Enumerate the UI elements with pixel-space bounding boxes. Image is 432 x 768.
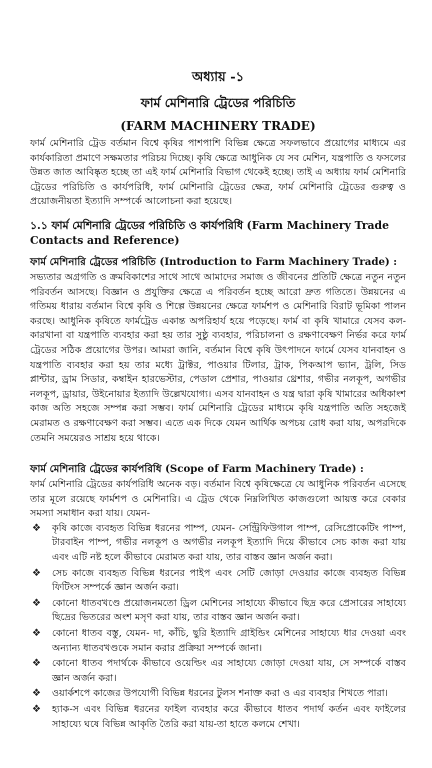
diamond-bullet-icon: ❖ (32, 522, 41, 534)
list-item-text: কোনো ধাতবখণ্ডে প্রয়োজনমতো ড্রিল মেশিনের সাহায্যে কীভাবে ছিদ্র করে প্রেসারের সাহায্যে ছিদ্রের ভিতরের অংশ মসৃণ করা যায়, তার বাস্তব জ্ঞান অর্জন করা। (52, 597, 406, 624)
subsection-heading-scope: ফার্ম মেশিনারি ট্রেডের কার্যপরিধি (Scope of Farm Machinery Trade) : (30, 463, 364, 476)
diamond-bullet-icon: ❖ (32, 658, 41, 670)
list-item-text: কৃষি কাজে ব্যবহৃত বিভিন্ন ধরনের পাম্প, যেমন- সেন্ট্রিফিউগাল পাম্প, রেসিপ্রোকেটিং পাম্প, টারবাইন পাম্প, গভীর নলকূপ ও অগভীর নলকূপ ইত্যাদি দিয়ে কীভাবে সেচ কাজ করা যায় এবং এটি নষ্ট হলে কীভাবে মেরামত করা যায়, তার বাস্তব জ্ঞান অর্জন করা। (52, 522, 406, 564)
subsection-heading-introduction: ফার্ম মেশিনারি ট্রেডের পরিচিতি (Introduction to Farm Machinery Trade) : (30, 255, 398, 268)
diamond-bullet-icon: ❖ (32, 704, 41, 715)
list-item (30, 703, 406, 732)
list-item (30, 657, 406, 686)
scope-bullet-list (30, 522, 406, 732)
chapter-title-english: (FARM MACHINERY TRADE) (120, 119, 316, 133)
list-item-text: সেচ কাজে ব্যবহৃত বিভিন্ন ধরনের পাইপ এবং সেটি জোড়া দেওয়ার কাজে ব্যবহৃত বিভিন্ন ফিটিংস সম্পর্কে জ্ঞান অর্জন করা। (52, 567, 406, 594)
list-item-text: কোনো ধাতব পদার্থকে কীভাবে ওয়েল্ডিং এর সাহায্যে জোড়া দেওয়া যায়, সে সম্পর্কে বাস্তব জ্ঞান অর্জন করা। (52, 658, 406, 684)
diamond-bullet-icon: ❖ (32, 688, 41, 700)
intro-paragraph: ফার্ম মেশিনারি ট্রেড বর্তমান বিশ্বে কৃষির পাশপাশি বিভিন্ন ক্ষেত্রে সফলভাবে প্রয়োগের মাধ্যমে এর কার্যকারিতা প্রমাণে সক্ষমতার পরিচয় দিচ্ছে। কৃষি ক্ষেত্রে আধুনিক যে সব মেশিন, যন্ত্রপাতি ও ফসলের উন্নত জাত আবিষ্কৃত হচ্ছে তা এই ফার্ম মেশিনারি বিভাগ থেকেই হচ্ছে। তাই এ অধ্যায় ফার্ম মেশিনারি ট্রেডের পরিচিতি ও কার্যপরিধি, ফার্ম মেশিনারি ট্রেডের ক্ষেত্র, ফার্ম মেশিনারি ট্রেডের গুরুত্ব ও প্রয়োজনীয়তা ইত্যাদি সম্পর্কে আলোচনা করা হয়েছে। (30, 138, 406, 208)
list-item-text: হ্যাক-স এবং বিভিন্ন ধরনের ফাইল ব্যবহার করে কীভাবে ধাতব পদার্থ কর্তন এবং ফাইলের সাহায্যে ঘষে বিভিন্ন আকৃতি তৈরি করা যায়-তা হাতে কলমে শেখা। (52, 704, 406, 730)
chapter-title-bengali: ফার্ম মেশিনারি ট্রেডের পরিচিতি (140, 95, 296, 110)
introduction-paragraph: সভ্যতার অগ্রগতি ও ক্রমবিকাশের সাথে সাথে আমাদের সমাজ ও জীবনের প্রতিটি ক্ষেত্রে নতুন নতুন পরিবর্তন আসছে। বিজ্ঞান ও প্রযুক্তির ক্ষেত্রে এ পরিবর্তন হচ্ছে আরো দ্রুত গতিতে। উন্নয়নের এ গতিময় ধারায় বর্তমান বিশ্বে কৃষি ও শিল্পে উন্নয়নের ক্ষেত্রে ফার্মশপ ও মেশিনারি বিরাট ভূমিকা পালন করছে। আধুনিক কৃষিতে ফার্মট্রেড একান্ত অপরিহার্য হয়ে পড়েছে। ফার্ম বা কৃষি খামারে যেসব কল-কারখানা বা যন্ত্রপাতি ব্যবহার করা হয় তার সুষ্ঠু ব্যবহার, পরিচালনা ও রক্ষণাবেক্ষণ নির্ভর করে ফার্ম ট্রেডের সঠিক প্রয়োগের উপর। আমরা জানি, বর্তমান বিশ্বে কৃষি উৎপাদনে ফার্মে যেসব যানবাহন ও যন্ত্রপাতি ব্যবহার করা হয় তার মধ্যে ট্রাক্টর, পাওয়ার টিলার, ট্রাক, পিকআপ ভ্যান, ট্রলি, সিড প্লান্টার, ড্রাম সিডার, কম্বাইন হারভেস্টার, পেডাল প্রেশার, পাওয়ার থ্রেশার, গভীর নলকূপ, অগভীর নলকূপ, ড্রায়ার, উইনোয়ার ইত্যাদি উল্লেখযোগ্য। এসব যানবাহন ও যন্ত্র দ্বারা কৃষি খামারের অধিকাংশ কাজ অতি সহজে সম্পন্ন করা সম্ভব। ফার্ম মেশিনারি ট্রেডের মাধ্যমে কৃষি যন্ত্রপাতি অতি সহজেই মেরামত ও রক্ষণাবেক্ষণ করা সম্ভব। এতে এক দিকে যেমন আর্থিক অপচয় রোধ করা যায়, অপরদিকে তেমনি সময়েরও সাশ্রয় হয়ে থাকে। (30, 271, 406, 444)
diamond-bullet-icon: ❖ (32, 597, 41, 609)
section-heading: ১.১ ফার্ম মেশিনারি ট্রেডের পরিচিতি ও কার্যপরিধি (Farm Machinery Trade Contacts and Reference) (30, 218, 389, 248)
diamond-bullet-icon: ❖ (32, 567, 41, 579)
list-item (30, 627, 406, 656)
list-item (30, 597, 406, 626)
scope-paragraph: ফার্ম মেশিনারি ট্রেডের কার্যপরিধি অনেক বড়। বর্তমান বিশ্বে কৃষিক্ষেত্রে যে আধুনিক পরিবর্তন এসেছে তার মূলে রয়েছে ফার্মশপ ও মেশিনারি। এ ট্রেড থেকে নিম্নলিখিত কাজগুলো আয়ত্ত করে বেকার সমস্যা সমাধান করা যায়। যেমন- (30, 479, 406, 520)
list-item (30, 522, 406, 566)
list-item (30, 567, 406, 596)
list-item-text: কোনো ধাতব বস্তু, যেমন- দা, কাঁচি, ছুরি ইত্যাদি গ্রাইন্ডিং মেশিনের সাহায্যে ধার দেওয়া এবং অন্যান্য ধাতবখণ্ডকে সমান করার প্রক্রিয়া সম্পর্কে জানা। (52, 628, 406, 654)
chapter-number: অধ্যায় -১ (191, 70, 245, 85)
diamond-bullet-icon: ❖ (32, 628, 41, 640)
list-item-text: ওয়ার্কশপে কাজের উপযোগী বিভিন্ন ধরনের টুলস শনাক্ত করা ও এর ব্যবহার শিখতে পারা। (52, 688, 388, 700)
list-item (30, 687, 406, 702)
